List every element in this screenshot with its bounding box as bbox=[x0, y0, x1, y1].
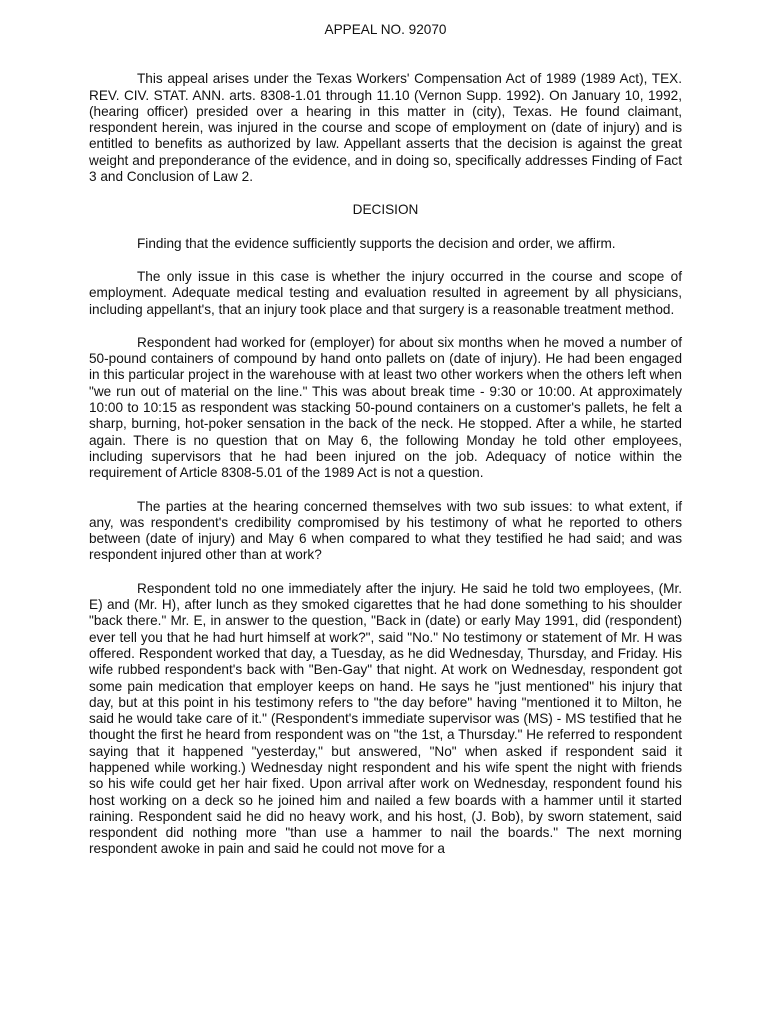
intro-paragraph: This appeal arises under the Texas Workers' Compensation Act of 1989 (1989 Act), TEX. REV. CIV. STAT. ANN. arts. 8308-1.01 through 11.10 (Vernon Supp. 1992). On January 10, 1992, (hearing officer) presided over a hearing in this matter in (city), Texas. He found claimant, respondent herein, was injured in the course and scope of employment on (date of injury) and is entitled to benefits as authorized by law. Appellant asserts that the decision is against the great weight and preponderance of the evidence, and in doing so, specifically addresses Finding of Fact 3 and Conclusion of Law 2. bbox=[89, 71, 682, 185]
body-paragraph: Respondent had worked for (employer) for about six months when he moved a number of 50-pound containers of compound by hand onto pallets on (date of injury). He had been engaged in this particular project in the warehouse with at least two other workers when the others left when "we run out of material on the line." This was about break time - 9:30 or 10:00. At approximately 10:00 to 10:15 as respondent was stacking 50-pound containers on a customer's pallets, he felt a sharp, burning, hot-poker sensation in the back of the neck. He stopped. After a while, he started again. There is no question that on May 6, the following Monday he told other employees, including supervisors that he had been injured on the job. Adequacy of notice within the requirement of Article 8308-5.01 of the 1989 Act is not a question. bbox=[89, 334, 682, 481]
decision-heading: DECISION bbox=[352, 202, 419, 218]
body-paragraph: The only issue in this case is whether the injury occurred in the course and scope of employment. Adequate medical testing and evaluation resulted in agreement by all physicians, including appellant's, that an injury took place and that surgery is a reasonable treatment method. bbox=[89, 268, 682, 317]
body-paragraph: Finding that the evidence sufficiently supports the decision and order, we affirm. bbox=[137, 235, 616, 251]
body-paragraph: The parties at the hearing concerned themselves with two sub issues: to what extent, if any, was respondent's credibility compromised by his testimony of what he reported to others between (date of injury) and May 6 when compared to what they testified he had said; and was respondent injured other than at work? bbox=[89, 498, 682, 563]
body-paragraph: Respondent told no one immediately after the injury. He said he told two employees, (Mr. E) and (Mr. H), after lunch as they smoked cigarettes that he had done something to his shoulder "back there." Mr. E, in answer to the question, "Back in (date) or early May 1991, did (respondent) ever tell you that he had hurt himself at work?", said "No." No testimony or statement of Mr. H was offered. Respondent worked that day, a Tuesday, as he did Wednesday, Thursday, and Friday. His wife rubbed respondent's back with "Ben-Gay" that night. At work on Wednesday, respondent got some pain medication that employer keeps on hand. He says he "just mentioned" his injury that day, but at this point in his testimony refers to "the day before" having "mentioned it to Milton, he said he would take care of it." (Respondent's immediate supervisor was (MS) - MS testified that he thought the first he heard from respondent was on "the 1st, a Thursday." He referred to respondent saying that it happened "yesterday," but answered, "No" when asked if respondent said it happened while working.) Wednesday night respondent and his wife spent the night with friends so his wife could get her hair fixed. Upon arrival after work on Wednesday, respondent found his host working on a deck so he joined him and nailed a few boards with a hammer until it started raining. Respondent said he did no heavy work, and his host, (J. Bob), by sworn statement, said respondent did nothing more "than use a hammer to nail the boards." The next morning respondent awoke in pain and said he could not move for a bbox=[89, 580, 682, 857]
appeal-title: APPEAL NO. 92070 bbox=[324, 22, 447, 37]
